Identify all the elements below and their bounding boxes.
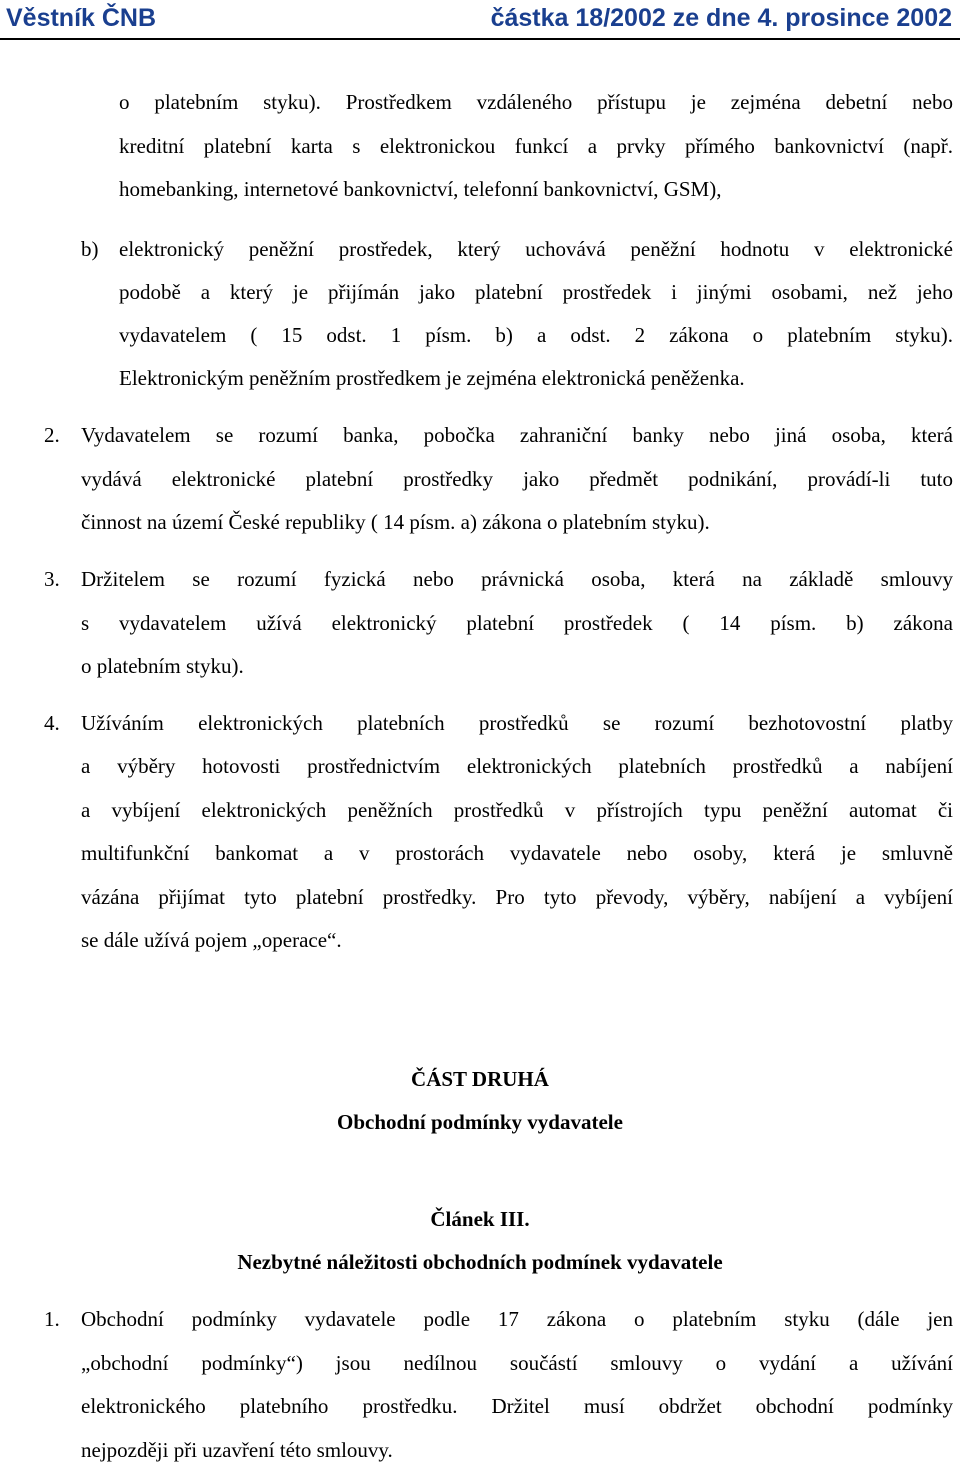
- text-line: vydavatelem ( 15 odst. 1 písm. b) a odst. 2 zákona o platebním styku).: [119, 323, 953, 347]
- text-line: vydává elektronické platební prostředky jako předmět podnikání, provádí-li tuto: [81, 467, 953, 491]
- list-marker: 3.: [44, 567, 60, 591]
- text-line: o platebním styku). Prostředkem vzdáleného přístupu je zejména debetní nebo: [119, 90, 953, 114]
- text-line: nejpozději při uzavření této smlouvy.: [81, 1438, 393, 1462]
- text-line: Elektronickým peněžním prostředkem je zejména elektronická peněženka.: [119, 366, 745, 390]
- text-line: Vydavatelem se rozumí banka, pobočka zahraniční banky nebo jiná osoba, která: [81, 423, 953, 447]
- list-marker: b): [81, 237, 99, 261]
- text-line: Držitelem se rozumí fyzická nebo právnická osoba, která na základě smlouvy: [81, 567, 953, 591]
- text-line: vázána přijímat tyto platební prostředky. Pro tyto převody, výběry, nabíjení a vybíjení: [81, 885, 953, 909]
- text-line: se dále užívá pojem „operace“.: [81, 928, 342, 952]
- text-line: elektronického platebního prostředku. Držitel musí obdržet obchodní podmínky: [81, 1394, 953, 1418]
- page-header: [0, 0, 960, 40]
- article-title: Článek III.: [430, 1207, 530, 1231]
- text-line: elektronický peněžní prostředek, který uchovává peněžní hodnotu v elektronické: [119, 237, 953, 261]
- journal-title: Věstník ČNB: [6, 4, 157, 32]
- list-marker: 2.: [44, 423, 60, 447]
- list-marker: 4.: [44, 711, 60, 735]
- text-line: a vybíjení elektronických peněžních prostředků v přístrojích typu peněžní automat či: [81, 798, 953, 822]
- text-line: Užíváním elektronických platebních prostředků se rozumí bezhotovostní platby: [81, 711, 953, 735]
- article-subtitle: Nezbytné náležitosti obchodních podmínek vydavatele: [237, 1250, 723, 1274]
- text-line: kreditní platební karta s elektronickou funkcí a prvky přímého bankovnictví (např.: [119, 134, 953, 158]
- text-line: činnost na území České republiky ( 14 písm. a) zákona o platebním styku).: [81, 510, 710, 534]
- text-line: podobě a který je přijímán jako platební prostředek i jinými osobami, než jeho: [119, 280, 953, 304]
- text-line: o platebním styku).: [81, 654, 244, 678]
- text-line: a výběry hotovosti prostřednictvím elektronických platebních prostředků a nabíjení: [81, 754, 953, 778]
- text-line: „obchodní podmínky“) jsou nedílnou součástí smlouvy o vydání a užívání: [81, 1351, 953, 1375]
- text-line: homebanking, internetové bankovnictví, telefonní bankovnictví, GSM),: [119, 177, 722, 201]
- part-title: ČÁST DRUHÁ: [411, 1067, 549, 1091]
- list-marker: 1.: [44, 1307, 60, 1331]
- part-subtitle: Obchodní podmínky vydavatele: [337, 1110, 623, 1134]
- text-line: s vydavatelem užívá elektronický platební prostředek ( 14 písm. b) zákona: [81, 611, 953, 635]
- text-line: Obchodní podmínky vydavatele podle 17 zákona o platebním styku (dále jen: [81, 1307, 953, 1331]
- text-line: multifunkční bankomat a v prostorách vydavatele nebo osoby, která je smluvně: [81, 841, 953, 865]
- issue-info: částka 18/2002 ze dne 4. prosince 2002: [490, 4, 952, 32]
